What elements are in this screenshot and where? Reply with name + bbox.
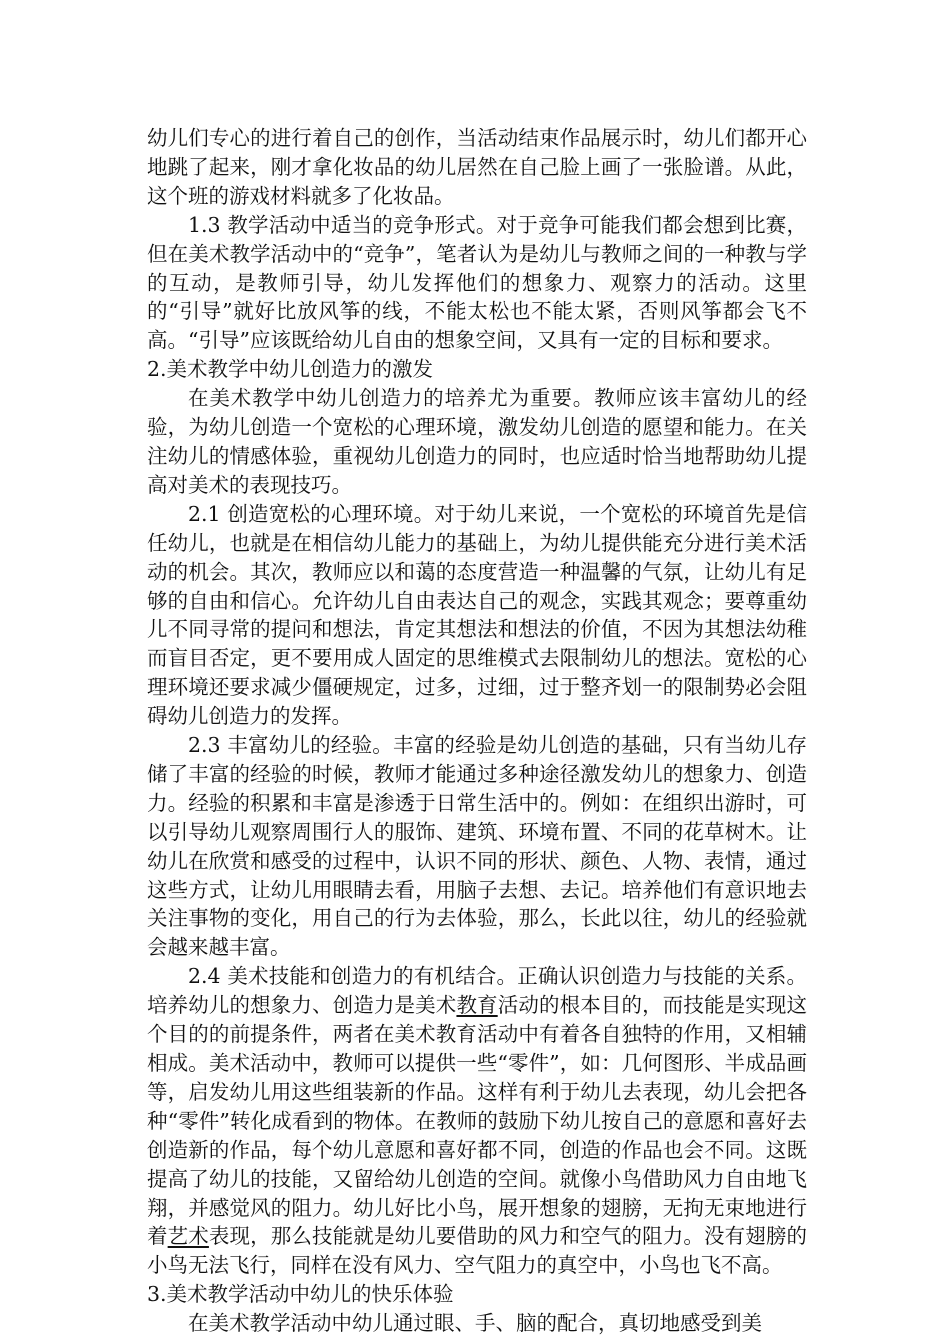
- art-link[interactable]: 艺术: [167, 1224, 209, 1249]
- paragraph-2-3-experience: 2.3 丰富幼儿的经验。丰富的经验是幼儿创造的基础，只有当幼儿存储了丰富的经验的时候，教师才能通过多种途径激发幼儿的想象力、创造力。经验的积累和丰富是渗透于日常生活中的。例如：在组织出游时，可以引导幼儿观察周围行人的服饰、建筑、环境布置、不同的花草树木。让幼儿在欣赏和感受的过程中，认识不同的形状、颜色、人物、表情，通过这些方式，让幼儿用眼睛去看，用脑子去想、去记。培养他们有意识地去关注事物的变化，用自己的行为去体验，那么，长此以往，幼儿的经验就会越来越丰富。: [147, 733, 807, 960]
- paragraph-creation-continued: 幼儿们专心的进行着自己的创作，当活动结束作品展示时，幼儿们都开心地跳了起来，刚才拿化妆品的幼儿居然在自己脸上画了一张脸谱。从此，这个班的游戏材料就多了化妆品。: [147, 126, 807, 208]
- section-heading-3: 3.美术教学活动中幼儿的快乐体验: [147, 1282, 454, 1307]
- paragraph-creativity-intro: 在美术教学中幼儿创造力的培养尤为重要。教师应该丰富幼儿的经验，为幼儿创造一个宽松的心理环境，激发幼儿创造的愿望和能力。在关注幼儿的情感体验，重视幼儿创造力的同时，也应适时恰当地帮助幼儿提高对美术的表现技巧。: [147, 386, 807, 497]
- paragraph-2-4-text-c: 表现，那么技能就是幼儿要借助的风力和空气的阻力。没有翅膀的小鸟无法飞行，同样在没有风力、空气阻力的真空中，小鸟也飞不高。: [147, 1224, 808, 1278]
- paragraph-2-4-text-a: 2.4 美术技能和创造力的有机结合。正确认识创造力与技能的关系。培养幼儿的想象力、创造力是美术: [147, 964, 807, 1018]
- paragraph-happy-experience: 在美术教学活动中幼儿通过眼、手、脑的配合，真切地感受到美: [188, 1311, 762, 1336]
- document-page: [147, 124, 807, 1338]
- education-link[interactable]: 教育: [456, 993, 498, 1018]
- section-heading-2: 2.美术教学中幼儿创造力的激发: [147, 357, 434, 382]
- paragraph-2-4-skills: [147, 962, 807, 1280]
- paragraph-1-3-competition: 1.3 教学活动中适当的竞争形式。对于竞争可能我们都会想到比赛，但在美术教学活动中的“竞争”，笔者认为是幼儿与教师之间的一种教与学的互动，是教师引导，幼儿发挥他们的想象力、观察力的活动。这里的“引导”就好比放风筝的线，不能太松也不能太紧，否则风筝都会飞不高。“引导”应该既给幼儿自由的想象空间，又具有一定的目标和要求。: [147, 212, 807, 353]
- paragraph-2-1-environment: 2.1 创造宽松的心理环境。对于幼儿来说，一个宽松的环境首先是信任幼儿，也就是在相信幼儿能力的基础上，为幼儿提供能充分进行美术活动的机会。其次，教师应以和蔼的态度营造一种温馨的气氛，让幼儿有足够的自由和信心。允许幼儿自由表达自己的观念，实践其观念；要尊重幼儿不同寻常的提问和想法，肯定其想法和想法的价值，不因为其想法幼稚而盲目否定，更不要用成人固定的思维模式去限制幼儿的想法。宽松的心理环境还要求减少僵硬规定，过多，过细，过于整齐划一的限制势必会阻碍幼儿创造力的发挥。: [147, 501, 807, 729]
- paragraph-2-4-text-b: 活动的根本目的，而技能是实现这个目的的前提条件，两者在美术教育活动中有着各自独特的作用，又相辅相成。美术活动中，教师可以提供一些“零件”，如：几何图形、半成品画等，启发幼儿用这些组装新的作品。这样有利于幼儿去表现，幼儿会把各种“零件”转化成看到的物体。在教师的鼓励下幼儿按自己的意愿和喜好去创造新的作品，每个幼儿意愿和喜好都不同，创造的作品也会不同。这既提高了幼儿的技能，又留给幼儿创造的空间。就像小鸟借助风力自由地飞翔，并感觉风的阻力。幼儿好比小鸟，展开想象的翅膀，无拘无束地进行着: [147, 993, 808, 1249]
